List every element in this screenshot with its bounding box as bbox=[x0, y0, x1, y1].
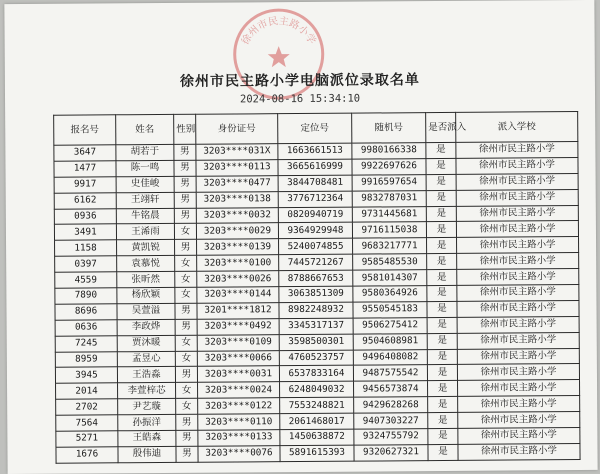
cell-sent: 是 bbox=[428, 381, 458, 397]
cell-id: 1676 bbox=[56, 447, 118, 463]
cell-seq: 8788667653 bbox=[279, 270, 353, 286]
cell-name: 张昕然 bbox=[117, 272, 175, 288]
cell-school: 徐州市民主路小学 bbox=[458, 428, 580, 445]
cell-name: 史佳峻 bbox=[116, 176, 174, 192]
header-id: 报名号 bbox=[54, 115, 116, 145]
cell-id: 9917 bbox=[54, 177, 116, 193]
cell-id: 5271 bbox=[56, 431, 118, 447]
cell-gender: 男 bbox=[174, 176, 196, 192]
cell-gender: 男 bbox=[174, 160, 196, 176]
cell-idcard: 3203****0110 bbox=[198, 414, 280, 430]
cell-id: 7245 bbox=[55, 335, 117, 351]
cell-seq: 1450638872 bbox=[280, 429, 354, 445]
cell-idcard: 3203****0109 bbox=[197, 334, 279, 350]
cell-gender: 女 bbox=[176, 398, 198, 414]
cell-rand: 9504608981 bbox=[353, 333, 427, 349]
cell-seq: 3665616999 bbox=[278, 159, 352, 175]
cell-name: 贾沐暖 bbox=[117, 335, 175, 351]
cell-sent: 是 bbox=[426, 174, 456, 190]
table-header-row bbox=[54, 112, 578, 146]
cell-gender: 男 bbox=[174, 208, 196, 224]
cell-rand: 9585485530 bbox=[353, 254, 427, 270]
cell-gender: 女 bbox=[175, 287, 197, 303]
cell-rand: 9487575542 bbox=[353, 365, 427, 381]
cell-gender: 男 bbox=[175, 319, 197, 335]
cell-sent: 是 bbox=[426, 190, 456, 206]
cell-school: 徐州市民主路小学 bbox=[457, 300, 579, 317]
cell-rand: 9407303227 bbox=[354, 413, 428, 429]
cell-idcard: 3203****0477 bbox=[196, 175, 278, 191]
cell-name: 李萱梓芯 bbox=[118, 383, 176, 399]
cell-name: 殷伟迪 bbox=[118, 446, 176, 462]
cell-idcard: 3203****0138 bbox=[196, 191, 278, 207]
cell-seq: 5240074855 bbox=[279, 238, 353, 254]
cell-school: 徐州市民主路小学 bbox=[456, 173, 578, 190]
cell-seq: 3844708481 bbox=[278, 175, 352, 191]
cell-sent: 是 bbox=[428, 413, 458, 429]
cell-id: 8696 bbox=[55, 304, 117, 320]
cell-gender: 女 bbox=[174, 224, 196, 240]
cell-school: 徐州市民主路小学 bbox=[456, 189, 578, 206]
cell-sent: 是 bbox=[426, 142, 456, 158]
cell-seq: 6537833164 bbox=[279, 366, 353, 382]
header-rand: 随机号 bbox=[352, 113, 426, 144]
cell-name: 袁慕悦 bbox=[117, 256, 175, 272]
cell-idcard: 3203****0133 bbox=[198, 430, 280, 446]
cell-school: 徐州市民主路小学 bbox=[456, 142, 578, 159]
cell-name: 尹艺璇 bbox=[118, 399, 176, 415]
cell-idcard: 3201****1812 bbox=[197, 303, 279, 319]
table-row bbox=[56, 443, 580, 463]
cell-idcard: 3203****031X bbox=[196, 144, 278, 160]
cell-seq: 7553248821 bbox=[280, 397, 354, 413]
cell-id: 1158 bbox=[55, 240, 117, 256]
cell-school: 徐州市民主路小学 bbox=[458, 443, 580, 460]
cell-id: 3491 bbox=[54, 224, 116, 240]
cell-name: 王翊轩 bbox=[116, 192, 174, 208]
cell-name: 孙振洋 bbox=[118, 415, 176, 431]
cell-sent: 是 bbox=[427, 333, 457, 349]
cell-name: 黄凯锐 bbox=[117, 240, 175, 256]
cell-school: 徐州市民主路小学 bbox=[457, 285, 579, 302]
cell-gender: 男 bbox=[176, 446, 198, 462]
cell-name: 王浠雨 bbox=[116, 224, 174, 240]
cell-idcard: 3203****0029 bbox=[196, 223, 278, 239]
cell-idcard: 3203****0113 bbox=[196, 160, 278, 176]
cell-name: 李政烨 bbox=[117, 319, 175, 335]
cell-school: 徐州市民主路小学 bbox=[456, 205, 578, 222]
cell-gender: 男 bbox=[176, 414, 198, 430]
cell-seq: 4760523757 bbox=[279, 350, 353, 366]
cell-sent: 是 bbox=[427, 301, 457, 317]
cell-seq: 3345317137 bbox=[279, 318, 353, 334]
cell-rand: 9456573874 bbox=[354, 381, 428, 397]
cell-seq: 8982248932 bbox=[279, 302, 353, 318]
cell-name: 杨欣颖 bbox=[117, 287, 175, 303]
cell-sent: 是 bbox=[426, 222, 456, 238]
cell-gender: 女 bbox=[175, 255, 197, 271]
document-sheet bbox=[4, 0, 597, 474]
cell-id: 7890 bbox=[55, 288, 117, 304]
cell-school: 徐州市民主路小学 bbox=[458, 412, 580, 429]
cell-idcard: 3203****0076 bbox=[198, 446, 280, 462]
cell-sent: 是 bbox=[427, 349, 457, 365]
cell-name: 王皓森 bbox=[118, 430, 176, 446]
cell-gender: 男 bbox=[176, 430, 198, 446]
cell-sent: 是 bbox=[427, 285, 457, 301]
cell-name: 牛铭晨 bbox=[116, 208, 174, 224]
cell-sent: 是 bbox=[427, 238, 457, 254]
cell-name: 胡若于 bbox=[116, 144, 174, 160]
cell-gender: 女 bbox=[175, 271, 197, 287]
cell-rand: 9916597654 bbox=[352, 174, 426, 190]
cell-rand: 9683217771 bbox=[353, 238, 427, 254]
cell-id: 6162 bbox=[54, 192, 116, 208]
header-idcard: 身份证号 bbox=[196, 114, 278, 145]
cell-school: 徐州市民主路小学 bbox=[458, 380, 580, 397]
cell-sent: 是 bbox=[428, 444, 458, 460]
svg-text:徐州市民主路小学: 徐州市民主路小学 bbox=[240, 15, 318, 47]
cell-id: 0397 bbox=[55, 256, 117, 272]
cell-rand: 9324755792 bbox=[354, 429, 428, 445]
page-title: 徐州市民主路小学电脑派位录取名单 bbox=[179, 72, 420, 90]
cell-seq: 9364929948 bbox=[278, 223, 352, 239]
cell-idcard: 3203****0066 bbox=[197, 350, 279, 366]
cell-sent: 是 bbox=[427, 365, 457, 381]
cell-idcard: 3203****0100 bbox=[197, 255, 279, 271]
cell-id: 2702 bbox=[56, 399, 118, 415]
cell-school: 徐州市民主路小学 bbox=[457, 269, 579, 286]
cell-id: 0636 bbox=[55, 320, 117, 336]
cell-id: 0936 bbox=[54, 208, 116, 224]
cell-rand: 9922697626 bbox=[352, 159, 426, 175]
header-sent: 是否派入 bbox=[426, 112, 456, 142]
cell-school: 徐州市民主路小学 bbox=[457, 348, 579, 365]
cell-seq: 3776712364 bbox=[278, 191, 352, 207]
cell-sent: 是 bbox=[427, 270, 457, 286]
cell-id: 3945 bbox=[55, 367, 117, 383]
cell-sent: 是 bbox=[426, 206, 456, 222]
cell-gender: 女 bbox=[175, 335, 197, 351]
cell-idcard: 3203****0026 bbox=[197, 271, 279, 287]
cell-school: 徐州市民主路小学 bbox=[458, 396, 580, 413]
cell-idcard: 3203****0144 bbox=[197, 287, 279, 303]
header-seq: 定位号 bbox=[278, 113, 352, 144]
cell-school: 徐州市民主路小学 bbox=[457, 364, 579, 381]
cell-rand: 9731445681 bbox=[352, 206, 426, 222]
cell-rand: 9581014307 bbox=[353, 270, 427, 286]
admission-table bbox=[53, 111, 580, 463]
header-name: 姓名 bbox=[116, 114, 174, 144]
cell-rand: 9506275412 bbox=[353, 317, 427, 333]
cell-gender: 男 bbox=[174, 144, 196, 160]
cell-gender: 女 bbox=[176, 383, 198, 399]
cell-gender: 男 bbox=[175, 240, 197, 256]
cell-idcard: 3203****0031 bbox=[197, 366, 279, 382]
header-gender: 性别 bbox=[174, 114, 196, 144]
cell-gender: 女 bbox=[175, 351, 197, 367]
print-timestamp: 2024-08-16 15:34:10 bbox=[239, 92, 361, 106]
cell-seq: 0820940719 bbox=[278, 207, 352, 223]
cell-school: 徐州市民主路小学 bbox=[457, 253, 579, 270]
cell-school: 徐州市民主路小学 bbox=[457, 237, 579, 254]
cell-sent: 是 bbox=[428, 397, 458, 413]
cell-sent: 是 bbox=[426, 158, 456, 174]
cell-id: 2014 bbox=[56, 383, 118, 399]
cell-school: 徐州市民主路小学 bbox=[456, 157, 578, 174]
cell-name: 陈一鸣 bbox=[116, 160, 174, 176]
cell-rand: 9550545183 bbox=[353, 302, 427, 318]
cell-gender: 男 bbox=[174, 192, 196, 208]
cell-name: 王浩淼 bbox=[117, 367, 175, 383]
cell-idcard: 3203****0139 bbox=[197, 239, 279, 255]
cell-id: 8959 bbox=[55, 351, 117, 367]
cell-seq: 5891615393 bbox=[280, 445, 354, 461]
cell-id: 7564 bbox=[56, 415, 118, 431]
cell-rand: 9320627321 bbox=[354, 445, 428, 461]
cell-seq: 7445721267 bbox=[279, 254, 353, 270]
cell-rand: 9429628268 bbox=[354, 397, 428, 413]
header-school: 派入学校 bbox=[456, 112, 578, 143]
cell-seq: 1663661513 bbox=[278, 143, 352, 159]
cell-id: 4559 bbox=[55, 272, 117, 288]
cell-rand: 9496408082 bbox=[353, 349, 427, 365]
cell-school: 徐州市民主路小学 bbox=[457, 316, 579, 333]
cell-name: 吴萱溢 bbox=[117, 303, 175, 319]
cell-rand: 9716115038 bbox=[352, 222, 426, 238]
cell-name: 孟昱心 bbox=[117, 351, 175, 367]
cell-sent: 是 bbox=[427, 317, 457, 333]
cell-idcard: 3203****0024 bbox=[198, 382, 280, 398]
cell-gender: 男 bbox=[175, 367, 197, 383]
cell-id: 1477 bbox=[54, 161, 116, 177]
cell-id: 3647 bbox=[54, 145, 116, 161]
cell-school: 徐州市民主路小学 bbox=[456, 221, 578, 238]
cell-seq: 2061468017 bbox=[280, 413, 354, 429]
cell-gender: 男 bbox=[175, 303, 197, 319]
cell-seq: 3063851309 bbox=[279, 286, 353, 302]
cell-idcard: 3203****0032 bbox=[196, 207, 278, 223]
cell-idcard: 3203****0492 bbox=[197, 318, 279, 334]
cell-rand: 9832787031 bbox=[352, 190, 426, 206]
cell-rand: 9980166338 bbox=[352, 143, 426, 159]
cell-sent: 是 bbox=[428, 428, 458, 444]
cell-school: 徐州市民主路小学 bbox=[457, 332, 579, 349]
cell-seq: 6248049032 bbox=[280, 381, 354, 397]
cell-seq: 3598500301 bbox=[279, 334, 353, 350]
cell-rand: 9580364926 bbox=[353, 286, 427, 302]
cell-idcard: 3203****0122 bbox=[198, 398, 280, 414]
cell-sent: 是 bbox=[427, 254, 457, 270]
